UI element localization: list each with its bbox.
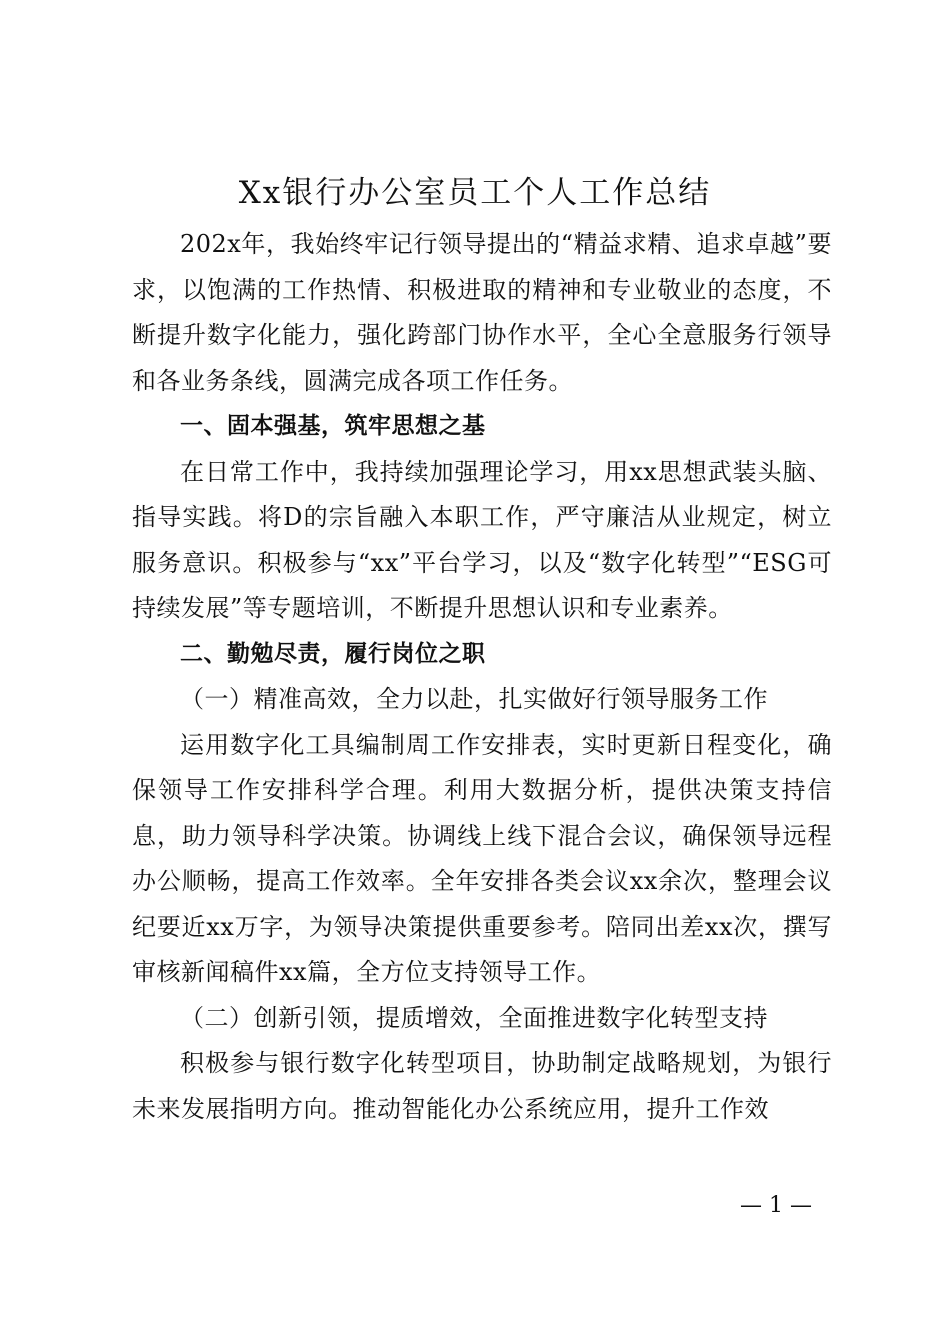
subsection-1-paragraph: 运用数字化工具编制周工作安排表，实时更新日程变化，确保领导工作安排科学合理。利用大数据分析，提供决策支持信息，助力领导科学决策。协调线上线下混合会议，确保领导远程办公顺畅，提高工作效率。全年安排各类会议xx余次，整理会议纪要近xx万字，为领导决策提供重要参考。陪同出差xx次，撰写审核新闻稿件xx篇，全方位支持领导工作。 — [132, 730, 832, 986]
document-title: Xx银行办公室员工个人工作总结 — [238, 175, 712, 211]
subsection-2-paragraph: 积极参与银行数字化转型项目，协助制定战略规划，为银行未来发展指明方向。推动智能化办公系统应用，提升工作效 — [132, 1049, 832, 1123]
section-heading-2: 二、勤勉尽责，履行岗位之职 — [180, 640, 486, 667]
intro-paragraph: 202x年，我始终牢记行领导提出的“精益求精、追求卓越”要求，以饱满的工作热情、积极进取的精神和专业敬业的态度，不断提升数字化能力，强化跨部门协作水平，全心全意服务行领导和各业务条线，圆满完成各项工作任务。 — [132, 230, 832, 395]
subsection-heading-2: （二）创新引领，提质增效，全面推进数字化转型支持 — [180, 1003, 768, 1032]
section-1-paragraph: 在日常工作中，我持续加强理论学习，用xx思想武装头脑、指导实践。将D的宗旨融入本职工作，严守廉洁从业规定，树立服务意识。积极参与“xx”平台学习，以及“数字化转型”“ESG可持续发展”等专题培训，不断提升思想认识和专业素养。 — [132, 457, 832, 622]
page-number: — 1 — — [740, 1193, 812, 1218]
section-heading-1: 一、固本强基，筑牢思想之基 — [180, 413, 486, 439]
subsection-heading-1: （一）精准高效，全力以赴，扎实做好行领导服务工作 — [180, 685, 768, 713]
document-body — [132, 222, 832, 1132]
